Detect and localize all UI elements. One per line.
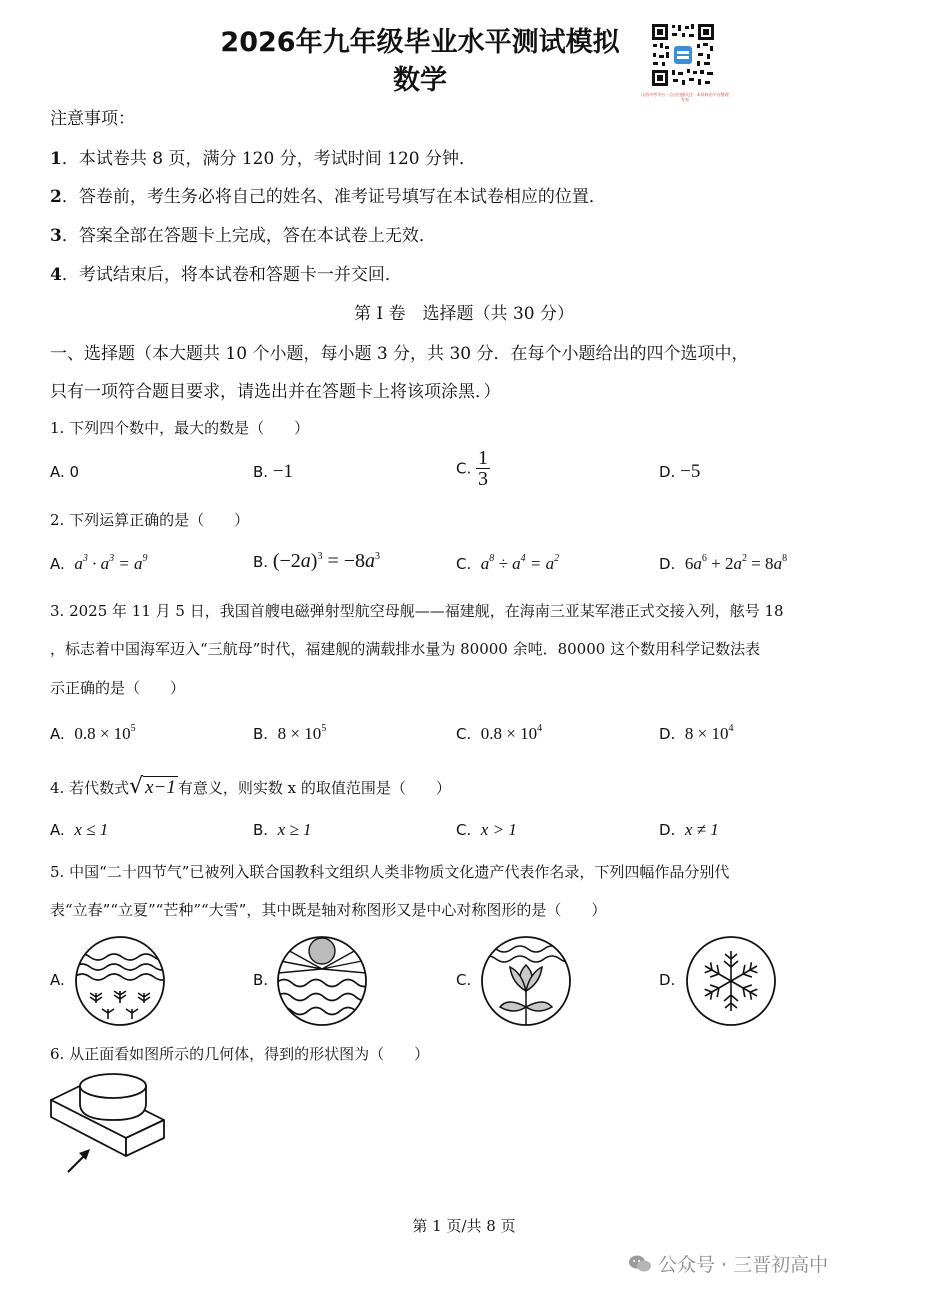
q1-option-d	[659, 461, 700, 483]
option-label: C.	[456, 459, 472, 478]
watermark	[628, 1250, 828, 1277]
fraction	[476, 448, 490, 489]
watermark-text: 公众号 · 三晋初高中	[658, 1254, 829, 1276]
q4-option-d	[659, 820, 719, 840]
option-label: C.	[456, 821, 472, 839]
formula-exponent: 4	[537, 723, 543, 734]
lichun-artwork	[74, 935, 166, 1027]
q1-option-c	[456, 448, 490, 489]
note-item	[50, 182, 606, 207]
option-label: D.	[659, 463, 676, 481]
q5-option-d-label: D.	[659, 971, 676, 989]
mangzhong-artwork	[480, 935, 572, 1027]
note-text: ．答卷前，考生务必将自己的姓名、准考证号填写在本试卷相应的位置．	[61, 187, 606, 207]
q2-option-a	[50, 553, 148, 574]
option-label: C.	[456, 555, 472, 573]
q4-stem-suffix: 有意义，则实数 x 的取值范围是（ ）	[177, 779, 451, 797]
fraction-denominator: 3	[478, 468, 489, 490]
q4-option-a	[50, 820, 108, 840]
qr-code-icon	[650, 22, 716, 88]
fraction-numerator: 1	[478, 447, 489, 469]
formula-exponent: 5	[321, 723, 327, 734]
q1-option-a: A. 0	[50, 463, 80, 481]
geometry-solid-figure	[46, 1072, 186, 1177]
notes-heading: 注意事项：	[50, 109, 135, 129]
q3-option-a	[50, 723, 136, 744]
q2-option-d	[659, 553, 787, 574]
note-item	[50, 221, 436, 246]
note-item	[50, 144, 476, 169]
q2-option-b	[253, 550, 380, 573]
q5-option-b-label: B.	[253, 971, 269, 989]
q3-option-c	[456, 723, 542, 744]
option-label: D.	[659, 821, 676, 839]
sqrt-sign: √	[129, 774, 144, 799]
formula-base: 8 × 10	[684, 724, 729, 743]
section-instructions-line2: 只有一项符合题目要求，请选出并在答题卡上将该项涂黑．）	[50, 382, 501, 402]
option-value: −5	[680, 461, 701, 482]
option-label: B.	[253, 821, 269, 839]
option-label: A.	[50, 555, 65, 573]
note-number: 3	[50, 226, 62, 246]
q4-option-c	[456, 820, 517, 840]
note-text: ．本试卷共 8 页，满分 120 分，考试时间 120 分钟．	[61, 149, 476, 169]
formula-exponent: 5	[130, 723, 136, 734]
option-value: x ≠ 1	[684, 820, 719, 839]
formula: $a^8 \div a^4 = a^2$	[480, 553, 560, 573]
page-number: 第 1 页/共 8 页	[412, 1217, 516, 1235]
q5-option-c-label: C.	[456, 971, 472, 989]
option-label: C.	[456, 725, 472, 743]
formula: $(-2a)^3 = -8a^3$	[272, 550, 381, 572]
formula-base: 0.8 × 10	[480, 724, 538, 743]
note-number: 2	[50, 187, 62, 207]
exam-title: 2026年九年级毕业水平测试模拟	[220, 27, 620, 58]
option-label: B.	[253, 725, 269, 743]
wechat-icon	[628, 1254, 652, 1274]
section-instructions-line1: 一、选择题（本大题共 10 个小题，每小题 3 分，共 30 分．在每个小题给出的四个选项中，	[50, 344, 749, 364]
q1-option-b	[253, 461, 293, 483]
formula-base: 0.8 × 10	[74, 724, 131, 743]
q2-stem: 2. 下列运算正确的是（ ）	[50, 511, 250, 529]
q4-option-b	[253, 820, 312, 840]
note-text: ．考试结束后，将本试卷和答题卡一并交回．	[61, 265, 402, 285]
exam-subject: 数学	[393, 65, 447, 96]
formula-exponent: 4	[728, 723, 734, 734]
q4-stem	[50, 774, 451, 799]
note-number: 4	[50, 265, 62, 285]
q3-option-b	[253, 723, 326, 744]
note-item	[50, 260, 402, 285]
q5-stem-line2: 表“立春”“立夏”“芒种”“大雪”，其中既是轴对称图形又是中心对称图形的是（ ）	[50, 901, 607, 919]
option-label: A.	[50, 821, 65, 839]
formula: $a^3 \cdot a^3 = a^9$	[74, 553, 148, 573]
option-value: −1	[272, 461, 294, 482]
section-title: 第 I 卷 选择题（共 30 分）	[354, 304, 574, 324]
formula-base: 8 × 10	[277, 724, 322, 743]
q2-option-c	[456, 553, 559, 574]
formula: $6a^6 + 2a^2 = 8a^8$	[684, 553, 788, 573]
q5-option-a-label: A.	[50, 971, 65, 989]
q3-stem-line1: 3. 2025 年 11 月 5 日，我国首艘电磁弹射型航空母舰——福建舰，在海南三亚某军港正式交接入列，舷号 18	[50, 602, 784, 620]
option-label: A.	[50, 725, 65, 743]
option-label: D.	[659, 555, 676, 573]
q6-stem: 6. 从正面看如图所示的几何体，得到的形状图为（ ）	[50, 1045, 430, 1063]
option-value: x ≤ 1	[74, 820, 109, 839]
note-number: 1	[50, 149, 62, 169]
qr-caption: 山西中考平台 · 点击扫描关注 · 本资料由平台整理发布	[641, 92, 729, 102]
q5-stem-line1: 5. 中国“二十四节气”已被列入联合国教科文组织人类非物质文化遗产代表作名录，下列四幅作品分别代	[50, 863, 730, 881]
option-value: x > 1	[480, 820, 517, 839]
q4-stem-prefix: 4. 若代数式	[50, 779, 130, 797]
q3-stem-line2: ，标志着中国海军迈入“三航母”时代，福建舰的满载排水量为 80000 余吨．80000 这个数用科学记数法表	[50, 640, 761, 658]
q1-stem: 1. 下列四个数中，最大的数是（ ）	[50, 419, 310, 437]
option-value: x ≥ 1	[277, 820, 312, 839]
q3-stem-line3: 示正确的是（ ）	[50, 679, 186, 697]
option-label: D.	[659, 725, 676, 743]
snowflake-artwork	[685, 935, 777, 1027]
note-text: ．答案全部在答题卡上完成，答在本试卷上无效．	[61, 226, 436, 246]
q3-option-d	[659, 723, 733, 744]
option-label: B.	[253, 463, 269, 481]
sqrt-radicand: x−1	[145, 777, 176, 798]
lixia-artwork	[276, 935, 368, 1027]
option-label: B.	[253, 553, 269, 571]
